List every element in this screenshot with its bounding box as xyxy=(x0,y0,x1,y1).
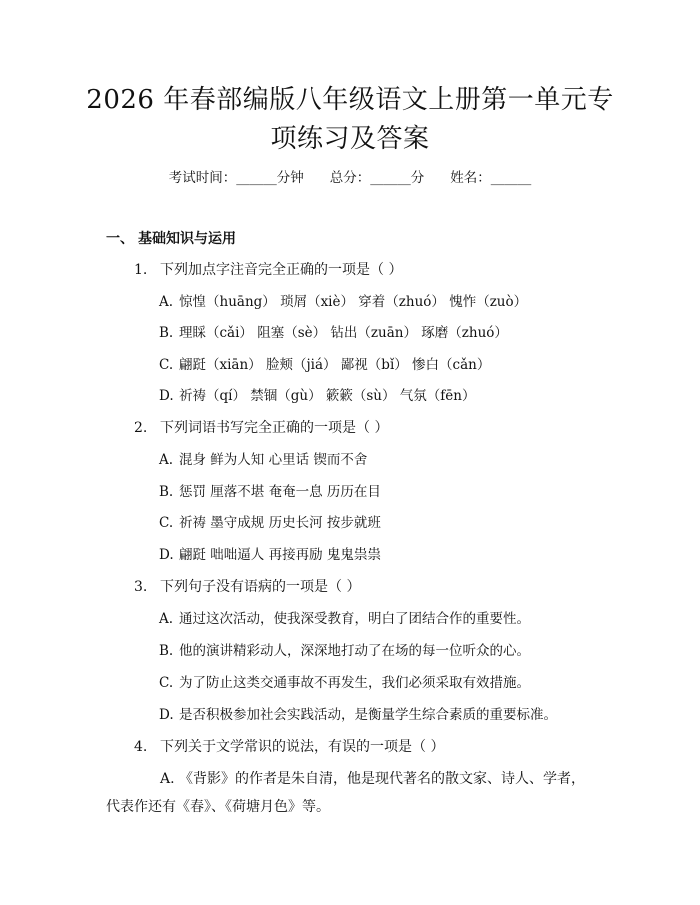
question-number: 3. xyxy=(134,579,148,595)
question-3 xyxy=(134,577,360,597)
option-text: 混身 鲜为人知 心里话 锲而不舍 xyxy=(179,452,368,468)
student-name-field: 姓名：______ xyxy=(450,170,532,186)
question-number: 4. xyxy=(134,739,148,755)
option-letter: B. xyxy=(159,643,174,659)
section-heading xyxy=(106,229,236,249)
question-1-option-a xyxy=(159,292,527,312)
option-letter: D. xyxy=(159,707,174,723)
option-text: 惩罚 厘落不堪 奄奄一息 历历在目 xyxy=(179,484,381,500)
question-3-option-c xyxy=(159,673,530,693)
option-text: 惊惶（huāng） 琐屑（xiè） 穿着（zhuó） 愧怍（zuò） xyxy=(179,294,528,310)
option-text: 通过这次活动，使我深受教育，明白了团结合作的重要性。 xyxy=(179,611,530,627)
option-letter: A. xyxy=(159,294,174,310)
option-letter: C. xyxy=(159,357,174,373)
question-1 xyxy=(134,260,402,280)
question-4 xyxy=(134,737,444,757)
question-number: 2. xyxy=(134,420,148,436)
question-3-option-a xyxy=(159,609,530,629)
option-letter: A. xyxy=(159,611,174,627)
document-title-line-2: 项练习及答案 xyxy=(270,124,430,154)
exam-time-field: 考试时间：______分钟 xyxy=(168,170,304,186)
question-number: 1. xyxy=(134,262,148,278)
option-letter: D. xyxy=(159,547,174,563)
document-title-line-1: 2026 年春部编版八年级语文上册第一单元专 xyxy=(86,85,614,115)
question-text: 下列关于文学常识的说法，有误的一项是（ ） xyxy=(160,739,445,755)
question-3-option-b xyxy=(159,641,530,661)
option-text: 祈祷 墨守成规 历史长河 按步就班 xyxy=(179,515,381,531)
total-score-field: 总分：______分 xyxy=(329,170,425,186)
exam-info-line xyxy=(0,168,700,188)
option-text: 翩跹（xiān） 脸颊（jiá） 鄙视（bǐ） 惨白（cǎn） xyxy=(179,357,491,373)
option-letter: A. xyxy=(159,452,174,468)
option-letter: C. xyxy=(159,675,174,691)
question-text: 下列加点字注音完全正确的一项是（ ） xyxy=(160,262,403,278)
question-1-option-c xyxy=(159,355,490,375)
option-letter: D. xyxy=(159,388,174,404)
option-text: 翩跹 咄咄逼人 再接再励 鬼鬼祟祟 xyxy=(179,547,381,563)
option-text: 祈祷（qí） 禁锢（gù） 簌簌（sù） 气氛（fēn） xyxy=(179,388,476,404)
option-letter: B. xyxy=(159,325,174,341)
question-1-option-b xyxy=(159,323,508,343)
option-text: 是否积极参加社会实践活动，是衡量学生综合素质的重要标准。 xyxy=(179,707,557,723)
question-text: 下列词语书写完全正确的一项是（ ） xyxy=(160,420,389,436)
question-text: 下列句子没有语病的一项是（ ） xyxy=(160,579,361,595)
option-text: 理睬（cǎi） 阻塞（sè） 钻出（zuān） 琢磨（zhuó） xyxy=(179,325,508,341)
section-number: 一、 xyxy=(106,231,134,247)
question-2-option-a xyxy=(159,450,367,470)
question-2-option-d xyxy=(159,545,381,565)
question-2-option-c xyxy=(159,513,381,533)
section-title: 基础知识与运用 xyxy=(138,231,236,247)
option-letter: C. xyxy=(159,515,174,531)
question-3-option-d xyxy=(159,705,557,725)
option-text: 为了防止这类交通事故不再发生，我们必须采取有效措施。 xyxy=(179,675,530,691)
question-1-option-d xyxy=(159,386,475,406)
question-2-option-b xyxy=(159,482,381,502)
question-4-option-a: A. 《背影》的作者是朱自清，他是现代著名的散文家、诗人、学者，代表作还有《春》、《荷塘月色》等。 xyxy=(106,771,586,815)
option-letter: B. xyxy=(159,484,174,500)
question-2 xyxy=(134,418,388,438)
option-text: 他的演讲精彩动人，深深地打动了在场的每一位听众的心。 xyxy=(179,643,530,659)
